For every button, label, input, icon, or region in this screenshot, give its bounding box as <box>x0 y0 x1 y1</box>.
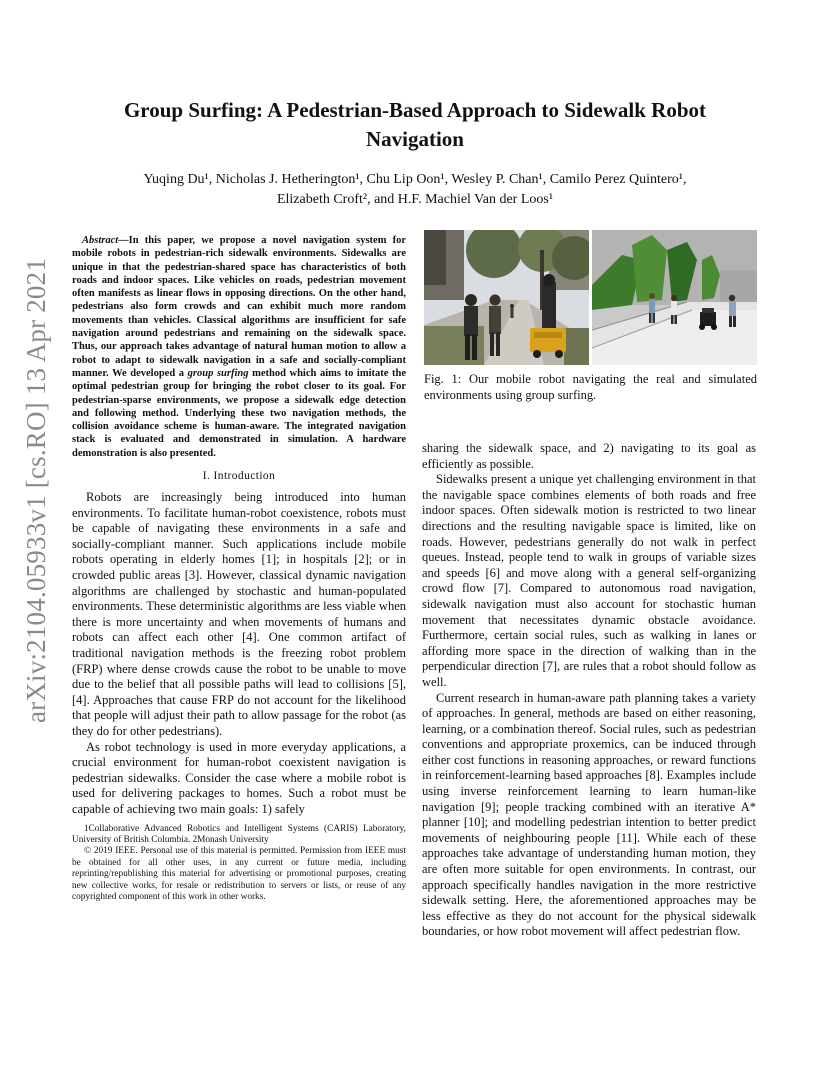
figure-1 <box>424 230 757 403</box>
footnote-copyright: © 2019 IEEE. Personal use of this material is permitted. Permission from IEEE must be obtained for all other uses, in any current or future media, including reprinting/republishing this material for advertising or promotional purposes, creating new collective works, for resale or redistribution to servers or lists, or reuse of any copyrighted component of this work in other works. <box>72 846 406 902</box>
right-column <box>422 441 756 940</box>
real-environment-illustration <box>424 230 589 365</box>
right-paragraph-3: Current research in human-aware path planning takes a variety of approaches. In general, methods are based on either reasoning, learning, or a combination thereof. Social rules, such as pedestrian conventions and appropriate proxemics, can be induced through either cost functions in reasoning approaches, or reward functions in reinforcement-learning based approaches [8]. Examples include using inverse reinforcement learning to learn human-like navigation [9]; people tracking combined with an iterative A* planner [10]; and modelling pedestrian intention to better predict movements of neighbouring people [11]. While each of these approaches take advantage of understanding human motion, they are often more suitable for open environments. In contrast, our approach specifically handles navigation in the more restrictive sidewalk setting. Here, the aforementioned approaches may be less effective as they do not account for the physical sidewalk boundaries, or how robot movement will affect pedestrian flow. <box>422 690 756 939</box>
real-environment-photo <box>424 230 589 365</box>
intro-paragraph-1: Robots are increasingly being introduced into human environments. To facilitate human-robot coexistence, robots must be capable of navigating these environments in a safe and socially-compliant manner. Such applications include mobile robots operating in elderly homes [1]; in hospitals [2]; or in crowded public areas [3]. However, classical dynamic navigation algorithms are challenged by stochastic and human-populated environments. These deterministic algorithms are less viable when there is more uncertainty and when movements of humans and robots can affect each other [4]. One common artifact of traditional navigation methods is the freezing robot problem (FRP) where dense crowds cause the robot to be unable to move due to the belief that all possible paths will lead to collisions [5], [4]. Approaches that cause FRP do not account for the likelihood that people will adjust their path to allow passage for the robot (as they do for other pedestrians). <box>72 490 406 738</box>
figure-images <box>424 230 757 365</box>
footnote-affiliation-text: Collaborative Advanced Robotics and Intelligent Systems (CARIS) Laboratory, University of British Columbia. <box>72 823 406 845</box>
abstract-dash: — <box>118 235 129 246</box>
abstract-text-1: In this paper, we propose a novel navigation system for mobile robots in pedestrian-rich sidewalk environments. Sidewalks are unique in that the pedestrian-shared space has characteristics of both roads and indoor spaces. Like vehicles on roads, pedestrian movement often manifests as linear flows in opposing directions. On the other hand, pedestrians also form crowds and can exhibit much more random movements than vehicles. Classical algorithms are insufficient for safe navigation around pedestrians and remaining on the sidewalk space. Thus, our approach takes advantage of natural human motion to allow a robot to adapt to sidewalk navigation in a safe and socially-compliant manner. We developed a <box>72 235 406 379</box>
figure-caption: Fig. 1: Our mobile robot navigating the real and simulated environments using group surfing. <box>424 372 757 402</box>
left-column <box>72 234 406 903</box>
simulated-environment-illustration <box>592 230 757 365</box>
footnote-affiliation-2-text: Monash University <box>197 834 269 845</box>
abstract-text-2: method which aims to imitate the optimal pedestrian group for bringing the robot closer to its goal. For pedestrian-sparse environments, we propose a sidewalk edge detection and following method. Underlying these two navigation methods, the collision avoidance scheme is human-aware. The integrated navigation stack is evaluated and demonstrated in simulation. A hardware demonstration is also presented. <box>72 367 407 459</box>
right-paragraph-2: Sidewalks present a unique yet challenging environment in that the navigable space combines elements of both roads and free indoor spaces. Often sidewalk motion is restricted to two linear directions and the resulting navigable space is limited, like on roads. However, pedestrians generally do not walk in perfect queues. Instead, people tend to walk in groups of variable sizes and speeds [6] and move along with a general self-organizing crowd flow [7]. Compared to autonomous road navigation, sidewalk navigation must also account for stochastic human movement that necessitates dynamic obstacle avoidance. Furthermore, certain social rules, such as walking in lanes or affording more space in the direction of walking than in the perpendicular direction [7], are rules that a robot should follow as well. <box>422 472 756 689</box>
abstract <box>72 234 406 460</box>
simulated-environment-render <box>592 230 757 365</box>
authors-line-1: Yuqing Du¹, Nicholas J. Hetherington¹, Chu Lip Oon¹, Wesley P. Chan¹, Camilo Perez Quintero¹, <box>143 172 687 187</box>
section-heading-introduction: I. Introduction <box>202 470 276 483</box>
footnotes <box>72 824 406 904</box>
authors-line-2: Elizabeth Croft², and H.F. Machiel Van der Loos¹ <box>276 192 554 207</box>
author-list <box>90 170 740 210</box>
arxiv-stamp-text: arXiv:2104.05933v1 [cs.RO] 13 Apr 2021 <box>21 257 52 723</box>
right-paragraph-1: sharing the sidewalk space, and 2) navigating to its goal as efficiently as possible. <box>422 441 756 471</box>
paper-title: Group Surfing: A Pedestrian-Based Approach to Sidewalk Robot Navigation <box>123 98 707 151</box>
arxiv-stamp <box>16 257 58 723</box>
abstract-label: Abstract <box>82 235 119 246</box>
intro-paragraph-2: As robot technology is used in more everyday applications, a crucial environment for human-robot coexistent navigation is pedestrian sidewalks. Consider the case where a mobile robot is used for delivering packages to homes. Such a robot must be capable of achieving two main goals: 1) safely <box>72 739 406 816</box>
footnote-affiliation: $^1$Collaborative Advanced Robotics and Intelligent Systems (CARIS) Laboratory, University of British Columbia. $^2$Monash University <box>72 822 406 845</box>
abstract-emphasis: group surfing <box>187 367 249 379</box>
